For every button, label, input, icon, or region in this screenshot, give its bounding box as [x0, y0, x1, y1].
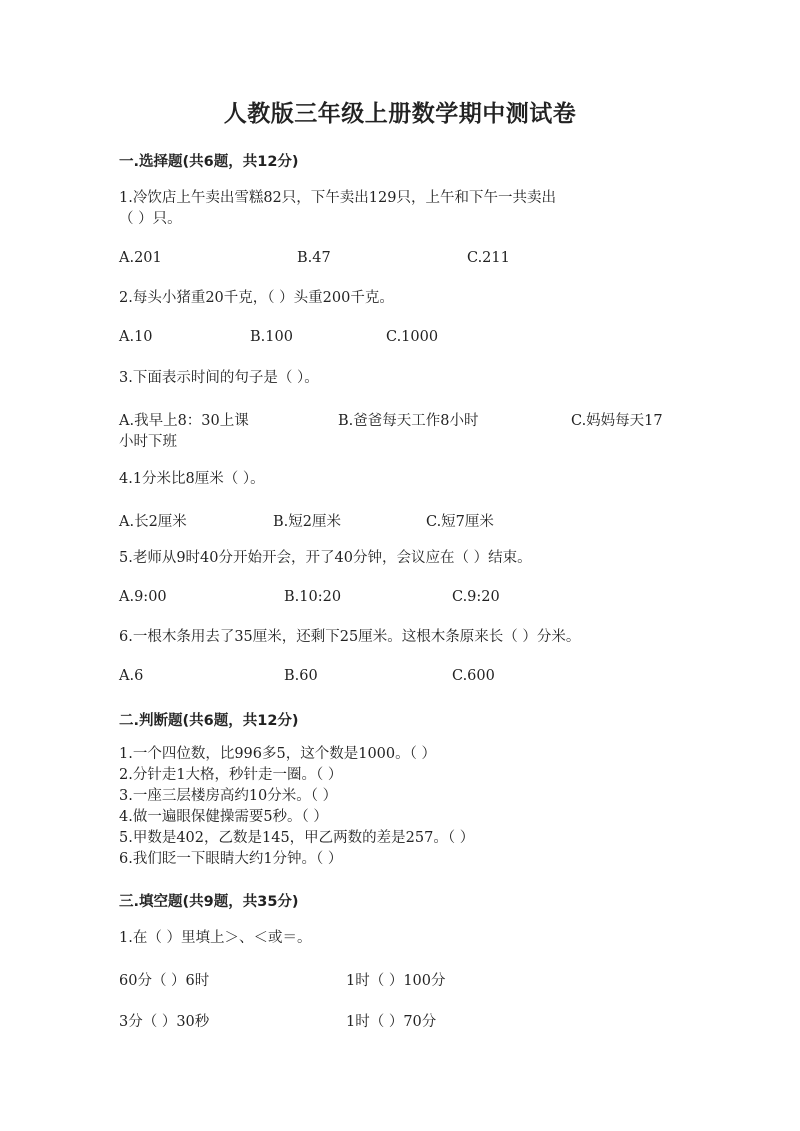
- question-stem: 6.一根木条用去了35厘米，还剩下25厘米。这根木条原来长（ ）分米。: [119, 629, 581, 645]
- option-a: A.长2厘米: [119, 514, 187, 530]
- comparison-item: 1时（ ）100分: [346, 973, 446, 989]
- option-b: B.100: [250, 329, 293, 345]
- comparison-item: 1时（ ）70分: [346, 1014, 437, 1030]
- option-c: C.短7厘米: [426, 514, 494, 530]
- section-heading-true-false: 二.判断题(共6题，共12分): [119, 713, 299, 729]
- true-false-item: 3.一座三层楼房高约10分米。（ ）: [119, 788, 338, 804]
- true-false-item: 1.一个四位数，比996多5，这个数是1000。（ ）: [119, 746, 436, 762]
- question-stem: 4.1分米比8厘米（ ）。: [119, 471, 265, 487]
- option-a: A.我早上8：30上课: [119, 413, 249, 429]
- true-false-item: 2.分针走1大格，秒针走一圈。（ ）: [119, 767, 343, 783]
- option-b: B.47: [297, 250, 331, 266]
- section-heading-choice: 一.选择题(共6题，共12分): [119, 154, 299, 170]
- section-heading-fill-blank: 三.填空题(共9题，共35分): [119, 894, 299, 910]
- option-c: C.1000: [386, 329, 439, 345]
- option-b: B.爸爸每天工作8小时: [338, 413, 479, 429]
- option-a: A.9:00: [119, 589, 167, 605]
- question-stem-continued: （ ）只。: [119, 211, 182, 227]
- option-c: C.211: [467, 250, 510, 266]
- comparison-item: 3分（ ）30秒: [119, 1014, 210, 1030]
- comparison-item: 60分（ ）6时: [119, 973, 210, 989]
- question-stem: 1.冷饮店上午卖出雪糕82只，下午卖出129只，上午和下午一共卖出: [119, 190, 556, 206]
- option-c: C.妈妈每天17: [571, 413, 663, 429]
- option-a: A.6: [119, 668, 144, 684]
- true-false-item: 5.甲数是402，乙数是145，甲乙两数的差是257。（ ）: [119, 830, 475, 846]
- option-c: C.9:20: [452, 589, 500, 605]
- option-c: C.600: [452, 668, 495, 684]
- question-stem: 5.老师从9时40分开始开会，开了40分钟，会议应在（ ）结束。: [119, 550, 532, 566]
- question-stem: 1.在（ ）里填上＞、＜或＝。: [119, 930, 312, 946]
- true-false-item: 4.做一遍眼保健操需要5秒。（ ）: [119, 809, 328, 825]
- question-stem: 3.下面表示时间的句子是（ ）。: [119, 370, 319, 386]
- option-a: A.10: [119, 329, 153, 345]
- option-a: A.201: [119, 250, 162, 266]
- option-c-continued: 小时下班: [119, 434, 177, 450]
- true-false-item: 6.我们眨一下眼睛大约1分钟。（ ）: [119, 851, 343, 867]
- option-b: B.60: [284, 668, 318, 684]
- page-title: 人教版三年级上册数学期中测试卷: [223, 100, 577, 127]
- option-b: B.短2厘米: [273, 514, 341, 530]
- option-b: B.10:20: [284, 589, 342, 605]
- question-stem: 2.每头小猪重20千克，（ ）头重200千克。: [119, 290, 394, 306]
